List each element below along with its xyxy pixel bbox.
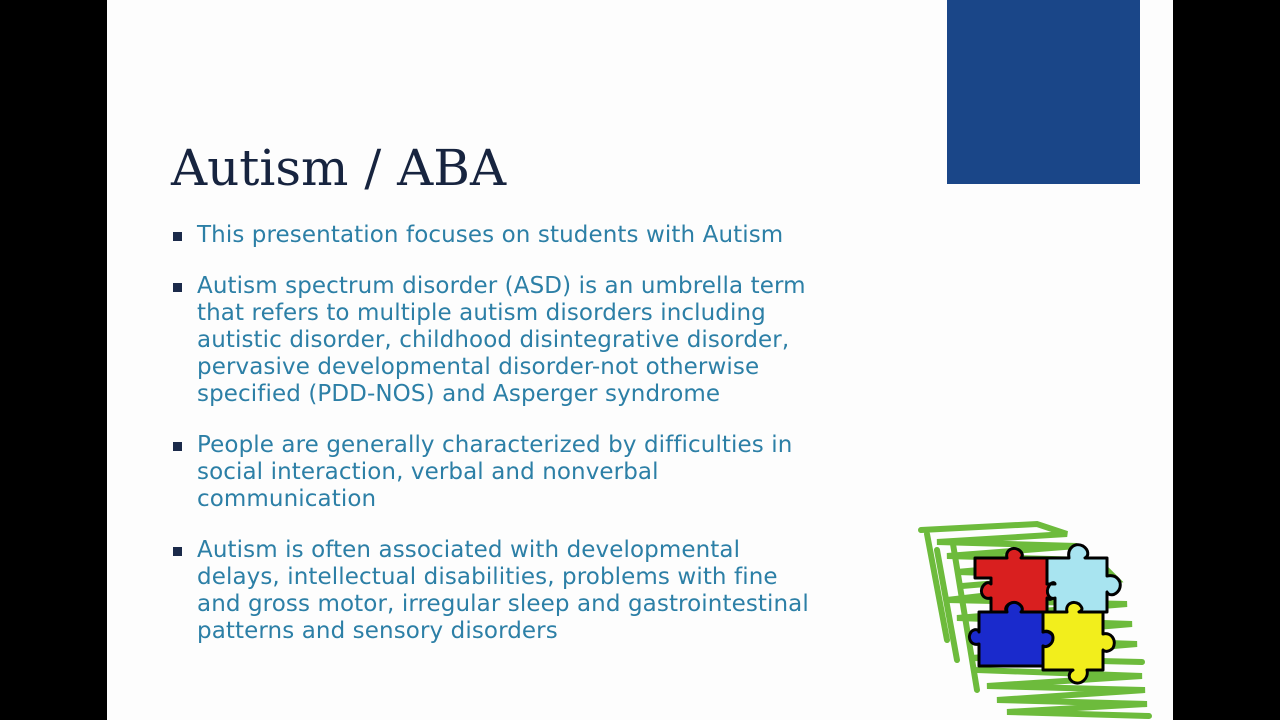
- bullet-line: specified (PDD-NOS) and Asperger syndrome: [197, 381, 721, 407]
- puzzle-pieces-icon: [917, 520, 1157, 720]
- square-bullet-icon: [173, 442, 182, 451]
- bullet-line: autistic disorder, childhood disintegrative disorder,: [197, 327, 790, 353]
- bullet-line: Autism spectrum disorder (ASD) is an umbrella term: [197, 273, 806, 299]
- bullet-line: Autism is often associated with developmental: [197, 537, 741, 563]
- bullet-line: People are generally characterized by difficulties in: [197, 432, 793, 458]
- bullet-line: This presentation focuses on students with Autism: [197, 222, 784, 248]
- bullet-list: [171, 222, 911, 669]
- bullet-line: communication: [197, 486, 377, 512]
- presentation-slide: [107, 0, 1173, 720]
- square-bullet-icon: [173, 547, 182, 556]
- bullet-line: social interaction, verbal and nonverbal: [197, 459, 659, 485]
- bullet-line: delays, intellectual disabilities, problems with fine: [197, 564, 778, 590]
- bullet-item: [171, 537, 911, 645]
- accent-block: [947, 0, 1140, 184]
- bullet-line: and gross motor, irregular sleep and gastrointestinal: [197, 591, 809, 617]
- slide-title: Autism / ABA: [171, 139, 507, 197]
- square-bullet-icon: [173, 283, 182, 292]
- bullet-item: [171, 432, 911, 513]
- bullet-item: [171, 273, 911, 408]
- bullet-line: patterns and sensory disorders: [197, 618, 558, 644]
- puzzle-pieces: [969, 545, 1120, 683]
- bullet-line: that refers to multiple autism disorders including: [197, 300, 766, 326]
- yellow-puzzle-piece: [1043, 602, 1114, 683]
- square-bullet-icon: [173, 232, 182, 241]
- bullet-line: pervasive developmental disorder-not otherwise: [197, 354, 760, 380]
- bullet-item: [171, 222, 911, 249]
